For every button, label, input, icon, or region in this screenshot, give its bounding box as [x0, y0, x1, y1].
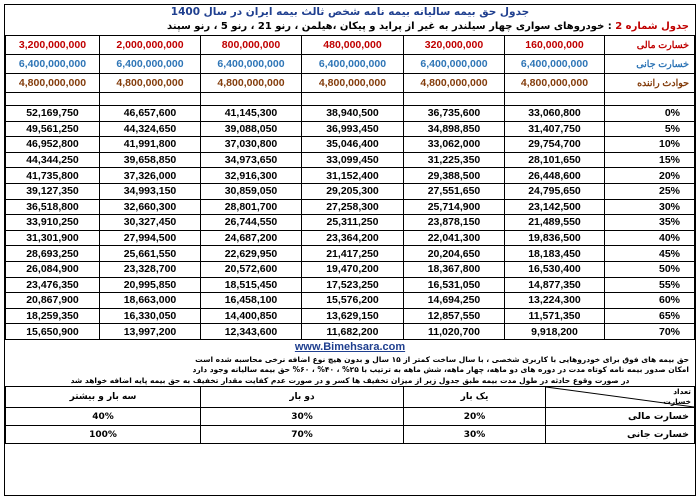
premium-value: 25,311,250: [302, 215, 404, 231]
premium-value: 26,448,600: [505, 168, 605, 184]
premium-value: 29,205,300: [302, 183, 404, 199]
premium-value: 31,225,350: [404, 152, 505, 168]
coverage-label: خسارت جانی: [605, 55, 695, 74]
penalty-table: [5, 386, 695, 444]
coverage-value: 4,800,000,000: [201, 74, 302, 93]
coverage-value: 320,000,000: [404, 36, 505, 55]
premium-value: 33,060,800: [505, 106, 605, 122]
premium-value: 11,020,700: [404, 324, 505, 340]
premium-value: 33,910,250: [6, 215, 100, 231]
penalty-header-one: یک بار: [404, 387, 546, 408]
premium-value: 23,142,500: [505, 199, 605, 215]
premium-value: 32,660,300: [100, 199, 201, 215]
discount-row: [6, 246, 695, 262]
table-subtitle: [5, 19, 695, 35]
premium-value: 27,994,500: [100, 230, 201, 246]
penalty-label: خسارت جانی: [546, 426, 695, 444]
penalty-value: 30%: [201, 408, 404, 426]
discount-percent: 10%: [605, 137, 695, 153]
penalty-label: خسارت مالی: [546, 408, 695, 426]
premium-value: 14,877,350: [505, 277, 605, 293]
premium-value: 22,629,950: [201, 246, 302, 262]
premium-value: 27,258,300: [302, 199, 404, 215]
premium-value: 27,551,650: [404, 183, 505, 199]
coverage-value: 480,000,000: [302, 36, 404, 55]
coverage-value: 4,800,000,000: [404, 74, 505, 93]
discount-row: [6, 137, 695, 153]
coverage-value: 6,400,000,000: [302, 55, 404, 74]
discount-row: [6, 324, 695, 340]
discount-row: [6, 230, 695, 246]
premium-value: 18,259,350: [6, 308, 100, 324]
coverage-value: 6,400,000,000: [505, 55, 605, 74]
coverage-label: حوادث راننده: [605, 74, 695, 93]
note-line-1: حق بیمه های فوق برای خودروهایی با کاربری شخصی ، با سال ساخت کمتر از ۱۵ سال و بدون هیچ نوع اضافه نرخی محاسبه شده است: [195, 354, 689, 364]
website-link[interactable]: www.Bimehsara.com: [294, 340, 406, 353]
premium-value: 19,836,500: [505, 230, 605, 246]
discount-percent: 40%: [605, 230, 695, 246]
premium-value: 32,916,300: [201, 168, 302, 184]
discount-percent: 50%: [605, 261, 695, 277]
coverage-value: 3,200,000,000: [6, 36, 100, 55]
premium-value: 34,898,850: [404, 121, 505, 137]
premium-value: 13,997,200: [100, 324, 201, 340]
table-number-label: جدول شماره 2: [615, 21, 689, 32]
penalty-corner-top: تعداد: [673, 387, 691, 397]
premium-value: 19,470,200: [302, 261, 404, 277]
penalty-corner-bottom: خسارت: [663, 397, 691, 407]
premium-value: 24,795,650: [505, 183, 605, 199]
premium-value: 44,344,250: [6, 152, 100, 168]
premium-value: 23,476,350: [6, 277, 100, 293]
coverage-label: خسارت مالی: [605, 36, 695, 55]
premium-value: 36,735,600: [404, 106, 505, 122]
premium-value: 26,744,550: [201, 215, 302, 231]
premium-value: 29,388,500: [404, 168, 505, 184]
coverage-value: 4,800,000,000: [505, 74, 605, 93]
penalty-header-two: دو بار: [201, 387, 404, 408]
premium-value: 34,973,650: [201, 152, 302, 168]
premium-value: 11,682,200: [302, 324, 404, 340]
discount-percent: 20%: [605, 168, 695, 184]
spacer-row: [6, 93, 695, 106]
premium-value: 16,530,400: [505, 261, 605, 277]
premium-value: 20,995,850: [100, 277, 201, 293]
premium-value: 13,224,300: [505, 293, 605, 309]
penalty-row: [6, 426, 695, 444]
premium-value: 52,169,750: [6, 106, 100, 122]
discount-percent: 45%: [605, 246, 695, 262]
premium-value: 44,324,650: [100, 121, 201, 137]
vehicle-description: : خودروهای سواری چهار سیلندر به غیر از پراید و پیکان ،هیلمن ، رنو 21 ، رنو 5 ، رنو سپند: [167, 21, 616, 32]
penalty-value: 30%: [404, 426, 546, 444]
discount-percent: 70%: [605, 324, 695, 340]
premium-value: 14,400,850: [201, 308, 302, 324]
premium-value: 12,857,550: [404, 308, 505, 324]
premium-value: 28,101,650: [505, 152, 605, 168]
premium-value: 15,576,200: [302, 293, 404, 309]
coverage-value: 6,400,000,000: [201, 55, 302, 74]
coverage-value: 6,400,000,000: [100, 55, 201, 74]
premium-value: 28,693,250: [6, 246, 100, 262]
premium-value: 26,084,900: [6, 261, 100, 277]
discount-percent: 60%: [605, 293, 695, 309]
premium-value: 31,301,900: [6, 230, 100, 246]
premium-value: 36,993,450: [302, 121, 404, 137]
discount-row: [6, 277, 695, 293]
discount-row: [6, 308, 695, 324]
premium-value: 9,918,200: [505, 324, 605, 340]
premium-value: 23,328,700: [100, 261, 201, 277]
coverage-value: 4,800,000,000: [6, 74, 100, 93]
premium-sheet: [4, 4, 696, 496]
premium-value: 38,940,500: [302, 106, 404, 122]
penalty-value: 40%: [6, 408, 201, 426]
premium-value: 30,327,450: [100, 215, 201, 231]
premium-value: 31,407,750: [505, 121, 605, 137]
premium-value: 39,088,050: [201, 121, 302, 137]
premium-value: 18,663,000: [100, 293, 201, 309]
premium-value: 13,629,150: [302, 308, 404, 324]
premium-value: 37,030,800: [201, 137, 302, 153]
premium-value: 49,561,250: [6, 121, 100, 137]
premium-value: 37,326,000: [100, 168, 201, 184]
premium-value: 33,062,000: [404, 137, 505, 153]
note-line-2: امکان صدور بیمه نامه کوتاه مدت در دوره های دو ماهه، چهار ماهه، شش ماهه به ترتیب با ۲۵% ، ۴۰% ، ۶۰% حق بیمه سالیانه وجود دارد: [192, 365, 689, 375]
premium-value: 30,859,050: [201, 183, 302, 199]
premium-value: 21,489,550: [505, 215, 605, 231]
premium-value: 25,714,900: [404, 199, 505, 215]
coverage-row: [6, 74, 695, 93]
discount-percent: 35%: [605, 215, 695, 231]
premium-value: 23,878,150: [404, 215, 505, 231]
premium-value: 21,417,250: [302, 246, 404, 262]
penalty-row: [6, 408, 695, 426]
coverage-value: 800,000,000: [201, 36, 302, 55]
premium-value: 20,204,650: [404, 246, 505, 262]
premium-value: 20,572,600: [201, 261, 302, 277]
penalty-value: 70%: [201, 426, 404, 444]
premium-value: 35,046,400: [302, 137, 404, 153]
coverage-value: 4,800,000,000: [302, 74, 404, 93]
page-title: جدول حق بیمه سالیانه بیمه نامه شخص ثالث بیمه ایران در سال 1400: [170, 6, 530, 18]
coverage-row: [6, 36, 695, 55]
premium-value: 41,991,800: [100, 137, 201, 153]
penalty-corner-cell: [546, 387, 695, 408]
premium-value: 39,127,350: [6, 183, 100, 199]
premium-value: 16,531,050: [404, 277, 505, 293]
penalty-header-three-plus: سه بار و بیشتر: [6, 387, 201, 408]
premium-value: 24,687,200: [201, 230, 302, 246]
premium-value: 36,518,800: [6, 199, 100, 215]
discount-percent: 0%: [605, 106, 695, 122]
discount-row: [6, 106, 695, 122]
discount-percent: 30%: [605, 199, 695, 215]
penalty-value: 20%: [404, 408, 546, 426]
discount-row: [6, 199, 695, 215]
coverage-row: [6, 55, 695, 74]
discount-row: [6, 121, 695, 137]
coverage-value: 160,000,000: [505, 36, 605, 55]
premium-value: 20,867,900: [6, 293, 100, 309]
penalty-header-row: [6, 387, 695, 408]
premium-value: 16,458,100: [201, 293, 302, 309]
discount-percent: 65%: [605, 308, 695, 324]
premium-value: 16,330,050: [100, 308, 201, 324]
coverage-value: 6,400,000,000: [404, 55, 505, 74]
premium-value: 25,661,550: [100, 246, 201, 262]
premium-value: 39,658,850: [100, 152, 201, 168]
discount-row: [6, 168, 695, 184]
premium-value: 11,571,350: [505, 308, 605, 324]
premium-value: 18,367,800: [404, 261, 505, 277]
premium-value: 14,694,250: [404, 293, 505, 309]
premium-value: 18,183,450: [505, 246, 605, 262]
coverage-value: 2,000,000,000: [100, 36, 201, 55]
premium-value: 18,515,450: [201, 277, 302, 293]
premium-value: 28,801,700: [201, 199, 302, 215]
premium-value: 17,523,250: [302, 277, 404, 293]
premium-value: 23,364,200: [302, 230, 404, 246]
premium-value: 22,041,300: [404, 230, 505, 246]
premium-table: [5, 35, 695, 340]
premium-value: 46,657,600: [100, 106, 201, 122]
note-line-3: در صورت وقوع حادثه در طول مدت بیمه طبق جدول زیر از میزان تخفیف ها کسر و در صورت عدم کفایت مقدار تخفیف به حق بیمه پایه اضافه خواهد شد: [70, 375, 630, 385]
premium-value: 29,754,700: [505, 137, 605, 153]
premium-value: 33,099,450: [302, 152, 404, 168]
premium-value: 46,952,800: [6, 137, 100, 153]
penalty-value: 100%: [6, 426, 201, 444]
discount-row: [6, 183, 695, 199]
discount-percent: 25%: [605, 183, 695, 199]
premium-value: 41,145,300: [201, 106, 302, 122]
discount-row: [6, 261, 695, 277]
discount-row: [6, 293, 695, 309]
premium-value: 31,152,400: [302, 168, 404, 184]
discount-row: [6, 215, 695, 231]
coverage-value: 4,800,000,000: [100, 74, 201, 93]
premium-value: 12,343,600: [201, 324, 302, 340]
discount-row: [6, 152, 695, 168]
premium-value: 34,993,150: [100, 183, 201, 199]
premium-value: 41,735,800: [6, 168, 100, 184]
discount-percent: 55%: [605, 277, 695, 293]
discount-percent: 5%: [605, 121, 695, 137]
discount-percent: 15%: [605, 152, 695, 168]
coverage-value: 6,400,000,000: [6, 55, 100, 74]
premium-value: 15,650,900: [6, 324, 100, 340]
